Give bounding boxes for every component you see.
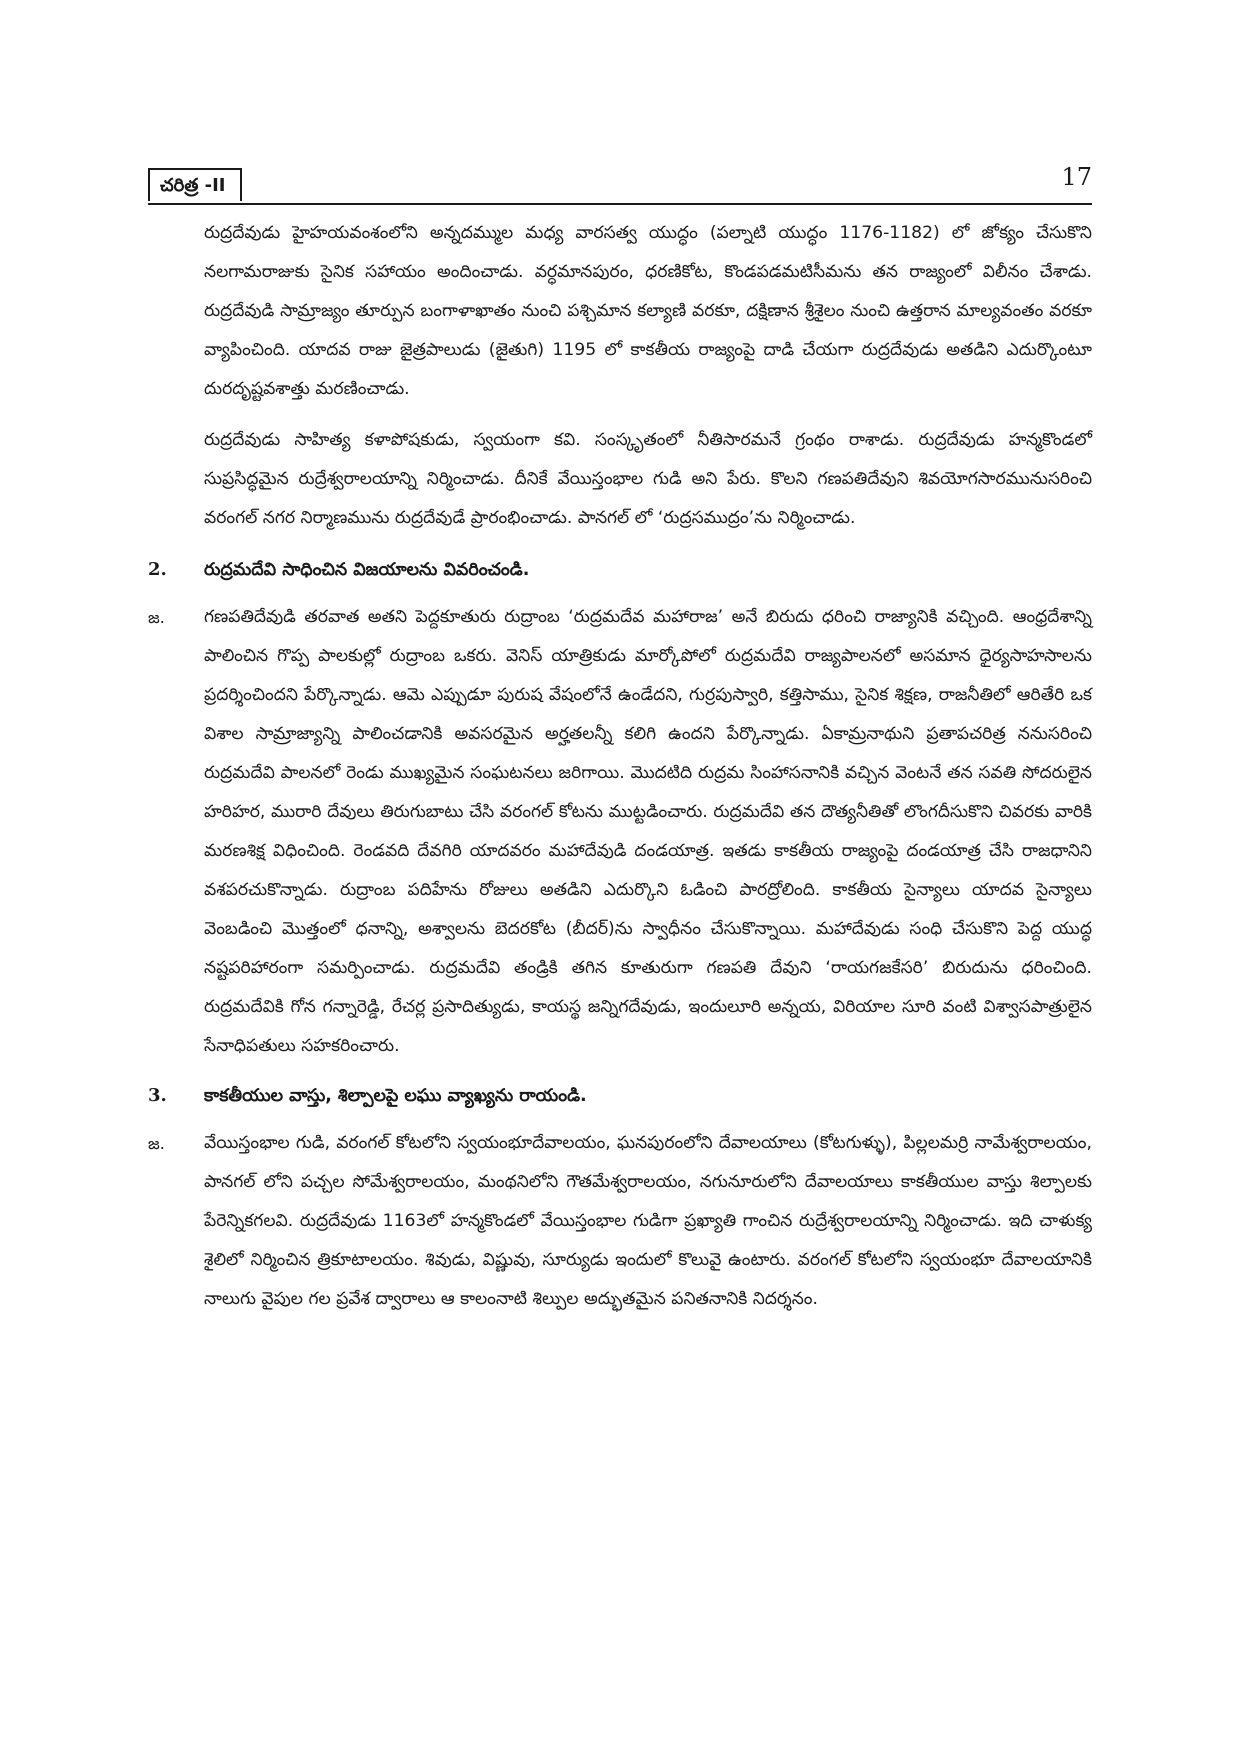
page-header	[148, 163, 1092, 204]
page-number: 17	[1061, 163, 1092, 191]
question-text: రుద్రమదేవి సాధించిన విజయాలను వివరించండి.	[204, 560, 530, 580]
question-number: 3.	[148, 1085, 167, 1106]
question-number: 2.	[148, 559, 167, 580]
answer-text: గణపతిదేవుడి తరవాత అతని పెద్దకూతురు రుద్రాంబ ‘రుద్రమదేవ మహారాజ’ అనే బిరుదు ధరించి రాజ్యానికి వచ్చింది. ఆంధ్రదేశాన్ని పాలించిన గొప్ప పాలకుల్లో రుద్రాంబ ఒకరు. వెనిస్ యాత్రికుడు మార్కోపోలో రుద్రమదేవి రాజ్యపాలనలో అసమాన ధైర్యసాహసాలను ప్రదర్శించిందని పేర్కొన్నాడు. ఆమె ఎప్పుడూ పురుష వేషంలోనే ఉండేదని, గుర్రపుస్వారి, కత్తిసాము, సైనిక శిక్షణ, రాజనీతిలో ఆరితేరి ఒక విశాల సామ్రాజ్యాన్ని పాలించడానికి అవసరమైన అర్హతలన్నీ కలిగి ఉందని పేర్కొన్నాడు. ఏకామ్రనాథుని ప్రతాపచరిత్ర ననుసరించి రుద్రమదేవి పాలనలో రెండు ముఖ్యమైన సంఘటనలు జరిగాయి. మొదటిది రుద్రమ సింహాసనానికి వచ్చిన వెంటనే తన సవతి సోదరులైన హరిహర, మురారి దేవులు తిరుగుబాటు చేసి వరంగల్ కోటను ముట్టడించారు. రుద్రమదేవి తన దౌత్యనీతితో లొంగదీసుకొని చివరకు వారికి మరణశిక్ష విధించింది. రెండవది దేవగిరి యాదవరం మహాదేవుడి దండయాత్ర. ఇతడు కాకతీయ రాజ్యంపై దండయాత్ర చేసి రాజధానిని వశపరచుకొన్నాడు. రుద్రాంబ పదిహేను రోజులు అతడిని ఎదుర్కొని ఓడించి పారద్రోలింది. కాకతీయ సైన్యాలు యాదవ సైన్యాలు వెంబడించి మొత్తంలో ధనాన్ని, అశ్వాలను బెదరకోట (బీదర్)ను స్వాధీనం చేసుకొన్నాయి. మహాదేవుడు సంధి చేసుకొని పెద్ద యుద్ధ నష్టపరిహారంగా సమర్పించాడు. రుద్రమదేవి తండ్రికి తగిన కూతురుగా గణపతి దేవుని ‘రాయగజకేసరి’ బిరుదును ధరించింది. రుద్రమదేవికి గోన గన్నారెడ్డి, రేచర్ల ప్రసాదిత్యుడు, కాయస్థ జన్నిగదేవుడు, ఇందులూరి అన్నయ, విరియాల సూరి వంటి విశ్వాసపాత్రులైన సేనాధిపతులు సహకరించారు.	[204, 607, 1092, 1056]
answer-marker: జ.	[148, 608, 165, 627]
answer-marker: జ.	[148, 1134, 165, 1153]
page-content	[148, 214, 1092, 1327]
answer-row	[148, 1124, 1092, 1319]
question-block	[148, 550, 1092, 1066]
paragraph: రుద్రదేవుడు హైహయవంశంలోని అన్నదమ్ముల మధ్య వారసత్వ యుద్ధం (పల్నాటి యుద్ధం 1176-1182) లో జోక్యం చేసుకొని నలగామరాజుకు సైనిక సహాయం అందించాడు. వర్ధమానపురం, ధరణికోట, కొండపడమటిసీమను తన రాజ్యంలో విలీనం చేశాడు. రుద్రదేవుడి సామ్రాజ్యం తూర్పున బంగాళాఖాతం నుంచి పశ్చిమాన కల్యాణి వరకూ, దక్షిణాన శ్రీశైలం నుంచి ఉత్తరాన మాల్యవంతం వరకూ వ్యాపించింది. యాదవ రాజు జైత్రపాలుడు (జైతుగి) 1195 లో కాకతీయ రాజ్యంపై దాడి చేయగా రుద్రదేవుడు అతడిని ఎదుర్కొంటూ దురదృష్టవశాత్తు మరణించాడు.	[204, 223, 1092, 399]
question-text: కాకతీయుల వాస్తు, శిల్పాలపై లఘు వ్యాఖ్యను రాయండి.	[204, 1086, 587, 1106]
answer-row	[148, 598, 1092, 1066]
subject-label: చరిత్ర -II	[148, 168, 242, 201]
answer-text: వేయిస్తంభాల గుడి, వరంగల్ కోటలోని స్వయంభూదేవాలయం, ఘనపురంలోని దేవాలయాలు (కోటగుళ్ళు), పిల్లలమర్రి నామేశ్వరాలయం, పానగల్ లోని పచ్చల సోమేశ్వరాలయం, మంథనిలోని గౌతమేశ్వరాలయం, నగునూరులోని దేవాలయాలు కాకతీయుల వాస్తు శిల్పాలకు పేరెన్నికగలవి. రుద్రదేవుడు 1163లో హన్మకొండలో వేయిస్తంభాల గుడిగా ప్రఖ్యాతి గాంచిన రుద్రేశ్వరాలయాన్ని నిర్మించాడు. ఇది చాళుక్య శైలిలో నిర్మించిన త్రికూటాలయం. శివుడు, విష్ణువు, సూర్యుడు ఇందులో కొలువై ఉంటారు. వరంగల్ కోటలోని స్వయంభూ దేవాలయానికి నాలుగు వైపుల గల ప్రవేశ ద్వారాలు ఆ కాలంనాటి శిల్పుల అద్భుతమైన పనితనానికి నిదర్శనం.	[204, 1133, 1092, 1309]
question-row	[148, 550, 1092, 590]
question-row	[148, 1076, 1092, 1116]
question-block	[148, 1076, 1092, 1319]
header-rule	[148, 203, 1092, 205]
paragraph: రుద్రదేవుడు సాహిత్య కళాపోషకుడు, స్వయంగా కవి. సంస్కృతంలో నీతిసారమనే గ్రంథం రాశాడు. రుద్రదేవుడు హన్మకొండలో సుప్రసిద్ధమైన రుద్రేశ్వరాలయాన్ని నిర్మించాడు. దీనికే వేయిస్తంభాల గుడి అని పేరు. కొలని గణపతిదేవుని శివయోగసారమునుసరించి వరంగల్ నగర నిర్మాణమును రుద్రదేవుడే ప్రారంభించాడు. పానగల్ లో ‘రుద్రసముద్రం’ను నిర్మించాడు.	[204, 430, 1092, 528]
